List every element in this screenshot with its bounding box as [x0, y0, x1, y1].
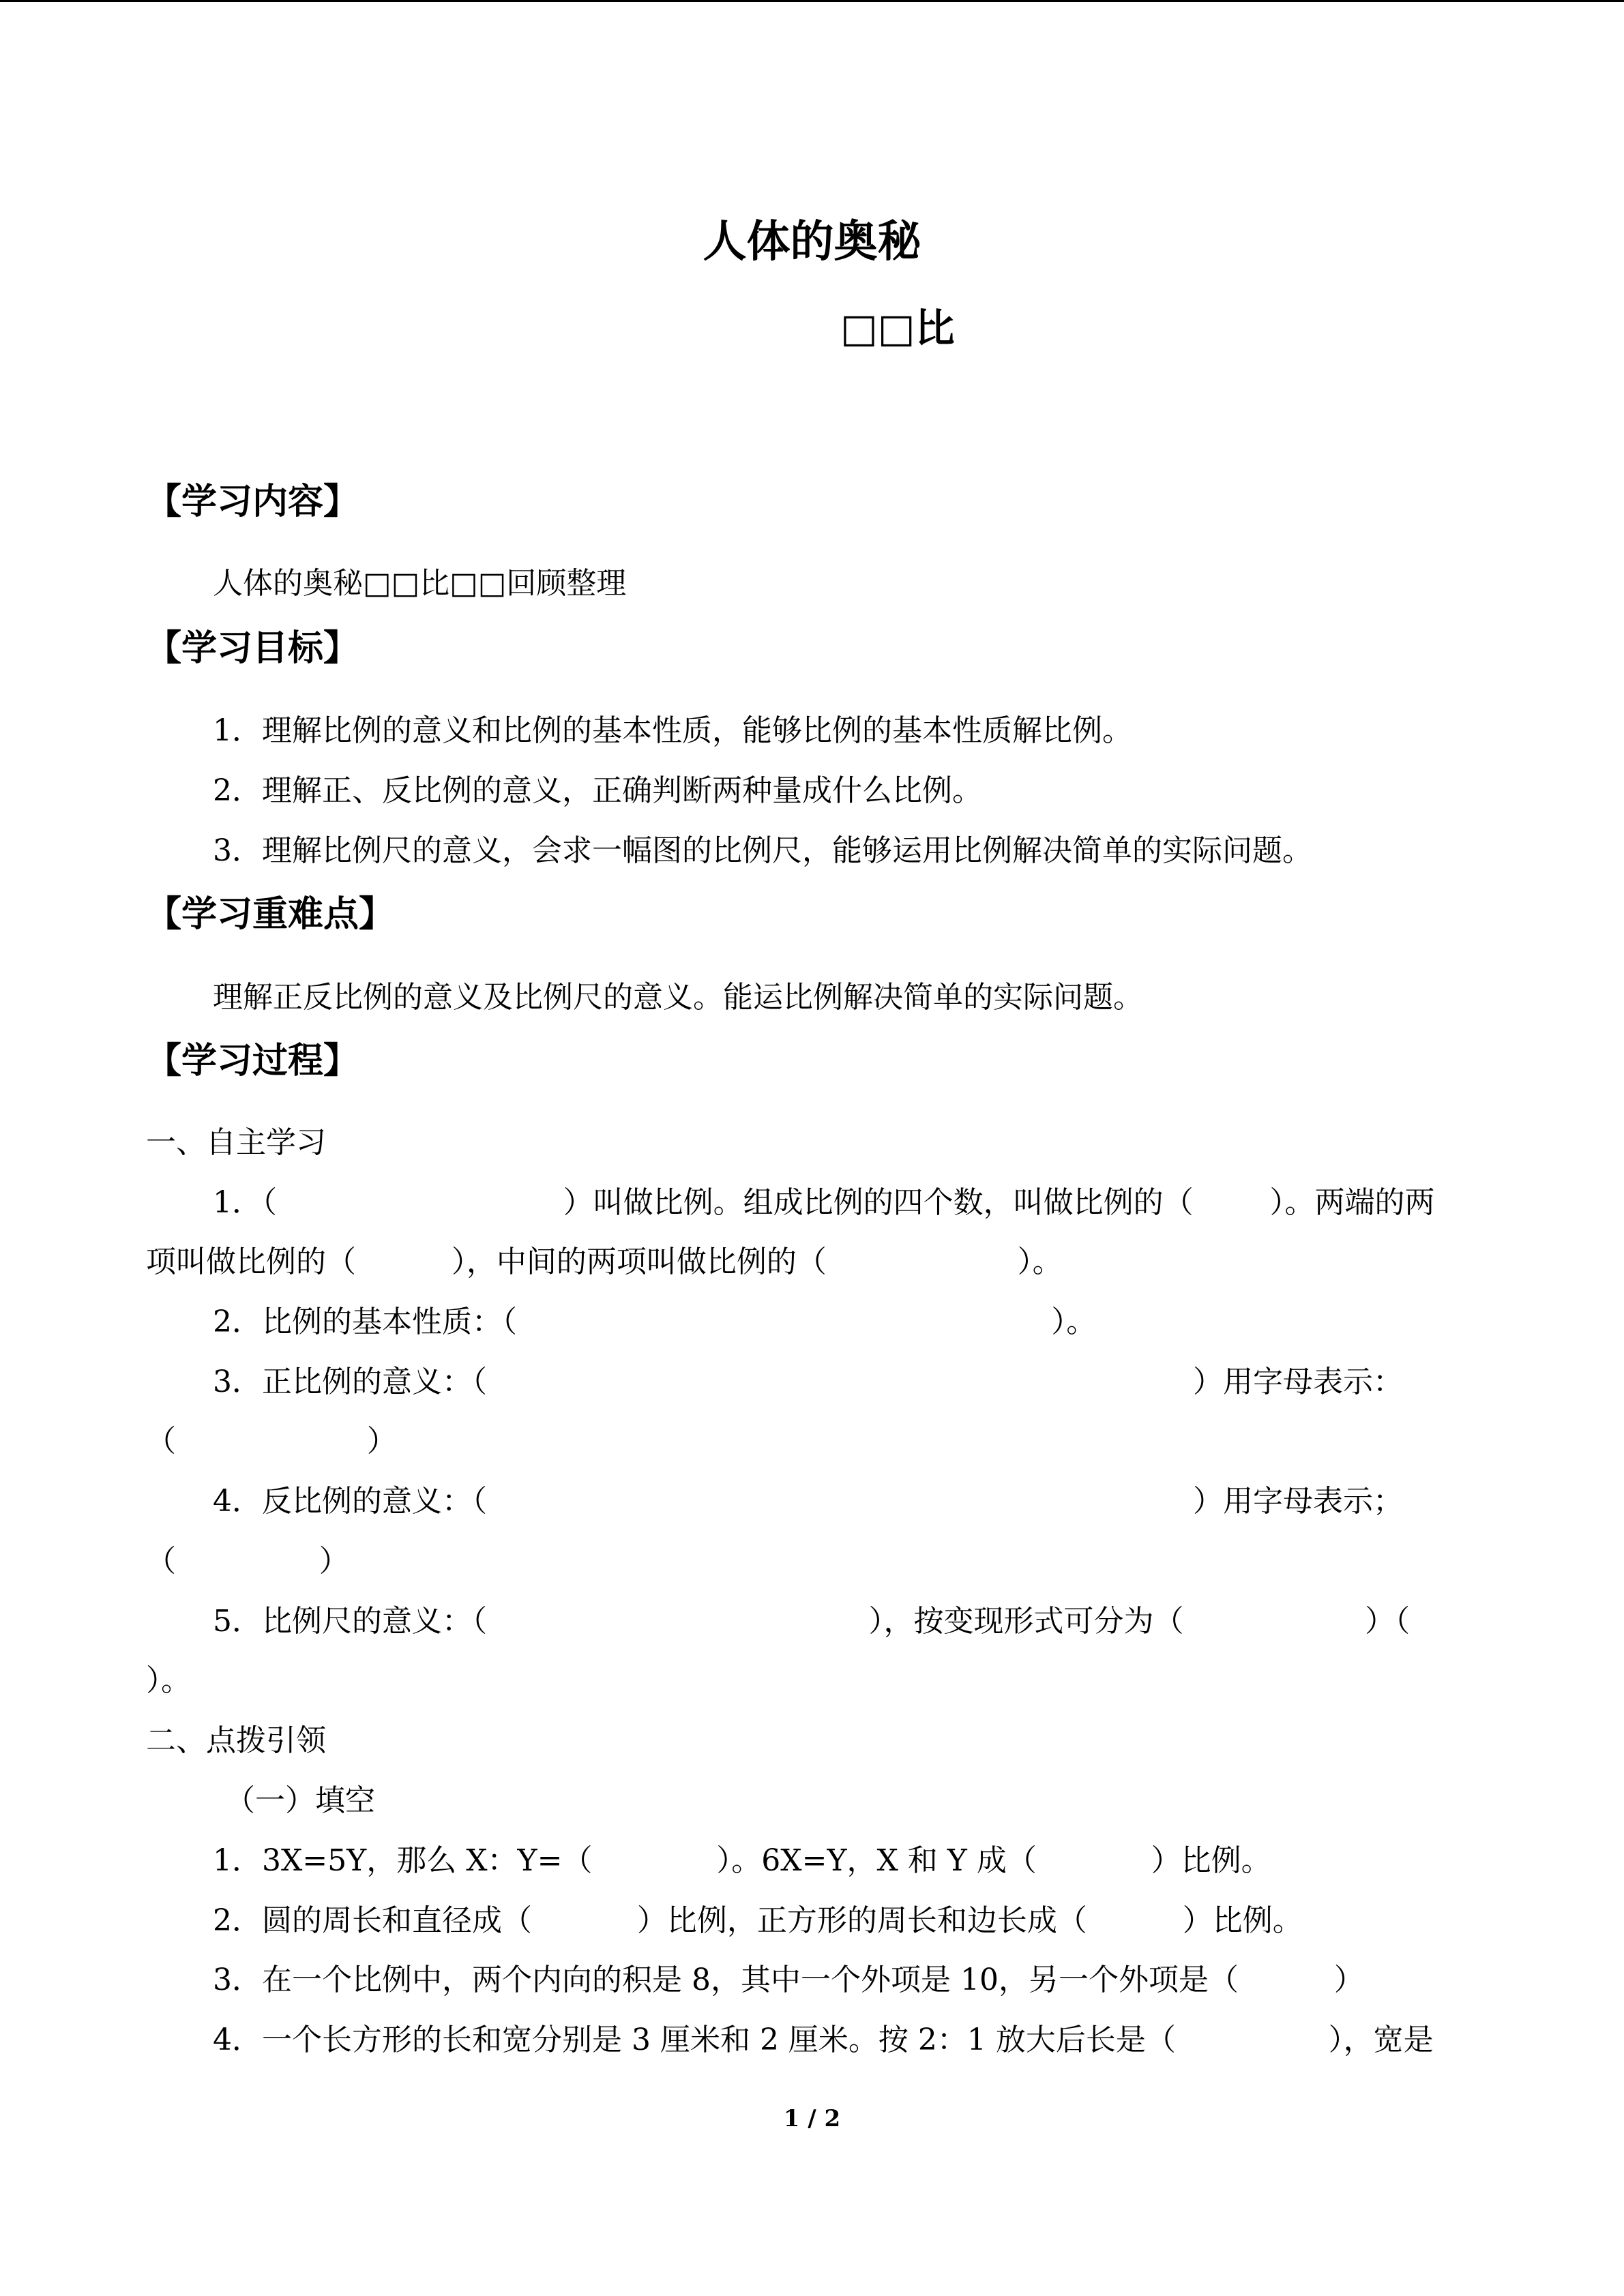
- heading-key-points: 【学习重难点】: [146, 894, 395, 935]
- fill-item: 4．一个长方形的长和宽分别是 3 厘米和 2 厘米。按 2：1 放大后长是（ ），宽是: [213, 2023, 1434, 2057]
- fill-blank-title: （一）填空: [225, 1783, 375, 1818]
- fill-item: 1．3X=5Y，那么 X：Y=（ ）。6X=Y，X 和 Y 成（ ）比例。: [213, 1843, 1271, 1878]
- goal-item: 3．理解比例尺的意义，会求一幅图的比例尺，能够运用比例解决简单的实际问题。: [213, 833, 1312, 868]
- question-line: 2．比例的基本性质：（ ）。: [213, 1304, 1097, 1339]
- document-subtitle: □□比: [840, 305, 955, 351]
- learning-content-text: 人体的奥秘□□比□□回顾整理: [213, 566, 627, 601]
- document-title: 人体的奥秘: [703, 217, 921, 267]
- question-line: 1．（ ）叫做比例。组成比例的四个数，叫做比例的（ ）。两端的两: [213, 1185, 1435, 1220]
- goal-item: 1．理解比例的意义和比例的基本性质，能够比例的基本性质解比例。: [213, 713, 1132, 748]
- question-line: 3．正比例的意义：（ ）用字母表示：: [213, 1365, 1403, 1399]
- page-number: 1 / 2: [783, 2105, 841, 2132]
- question-line: （ ）: [146, 1424, 397, 1459]
- question-line: 项叫做比例的（ ），中间的两项叫做比例的（ ）。: [146, 1244, 1063, 1279]
- question-line: ）。: [146, 1663, 191, 1698]
- part-one-title: 一、自主学习: [146, 1125, 326, 1160]
- fill-item: 2．圆的周长和直径成（ ）比例，正方形的周长和边长成（ ）比例。: [213, 1903, 1303, 1938]
- part-two-title: 二、点拨引领: [146, 1723, 326, 1758]
- heading-learning-process: 【学习过程】: [146, 1041, 359, 1082]
- fill-item: 3．在一个比例中，两个内向的积是 8，其中一个外项是 10，另一个外项是（ ）: [213, 1963, 1364, 1997]
- question-line: （ ）: [146, 1544, 349, 1579]
- goal-item: 2．理解正、反比例的意义，正确判断两种量成什么比例。: [213, 773, 982, 808]
- question-line: 5．比例尺的意义：（ ），按变现形式可分为（ ）（: [213, 1604, 1411, 1639]
- question-line: 4．反比例的意义：（ ）用字母表示；: [213, 1484, 1403, 1519]
- key-points-text: 理解正反比例的意义及比例尺的意义。能运比例解决简单的实际问题。: [213, 980, 1143, 1015]
- heading-learning-goals: 【学习目标】: [146, 628, 359, 669]
- heading-learning-content: 【学习内容】: [146, 481, 359, 522]
